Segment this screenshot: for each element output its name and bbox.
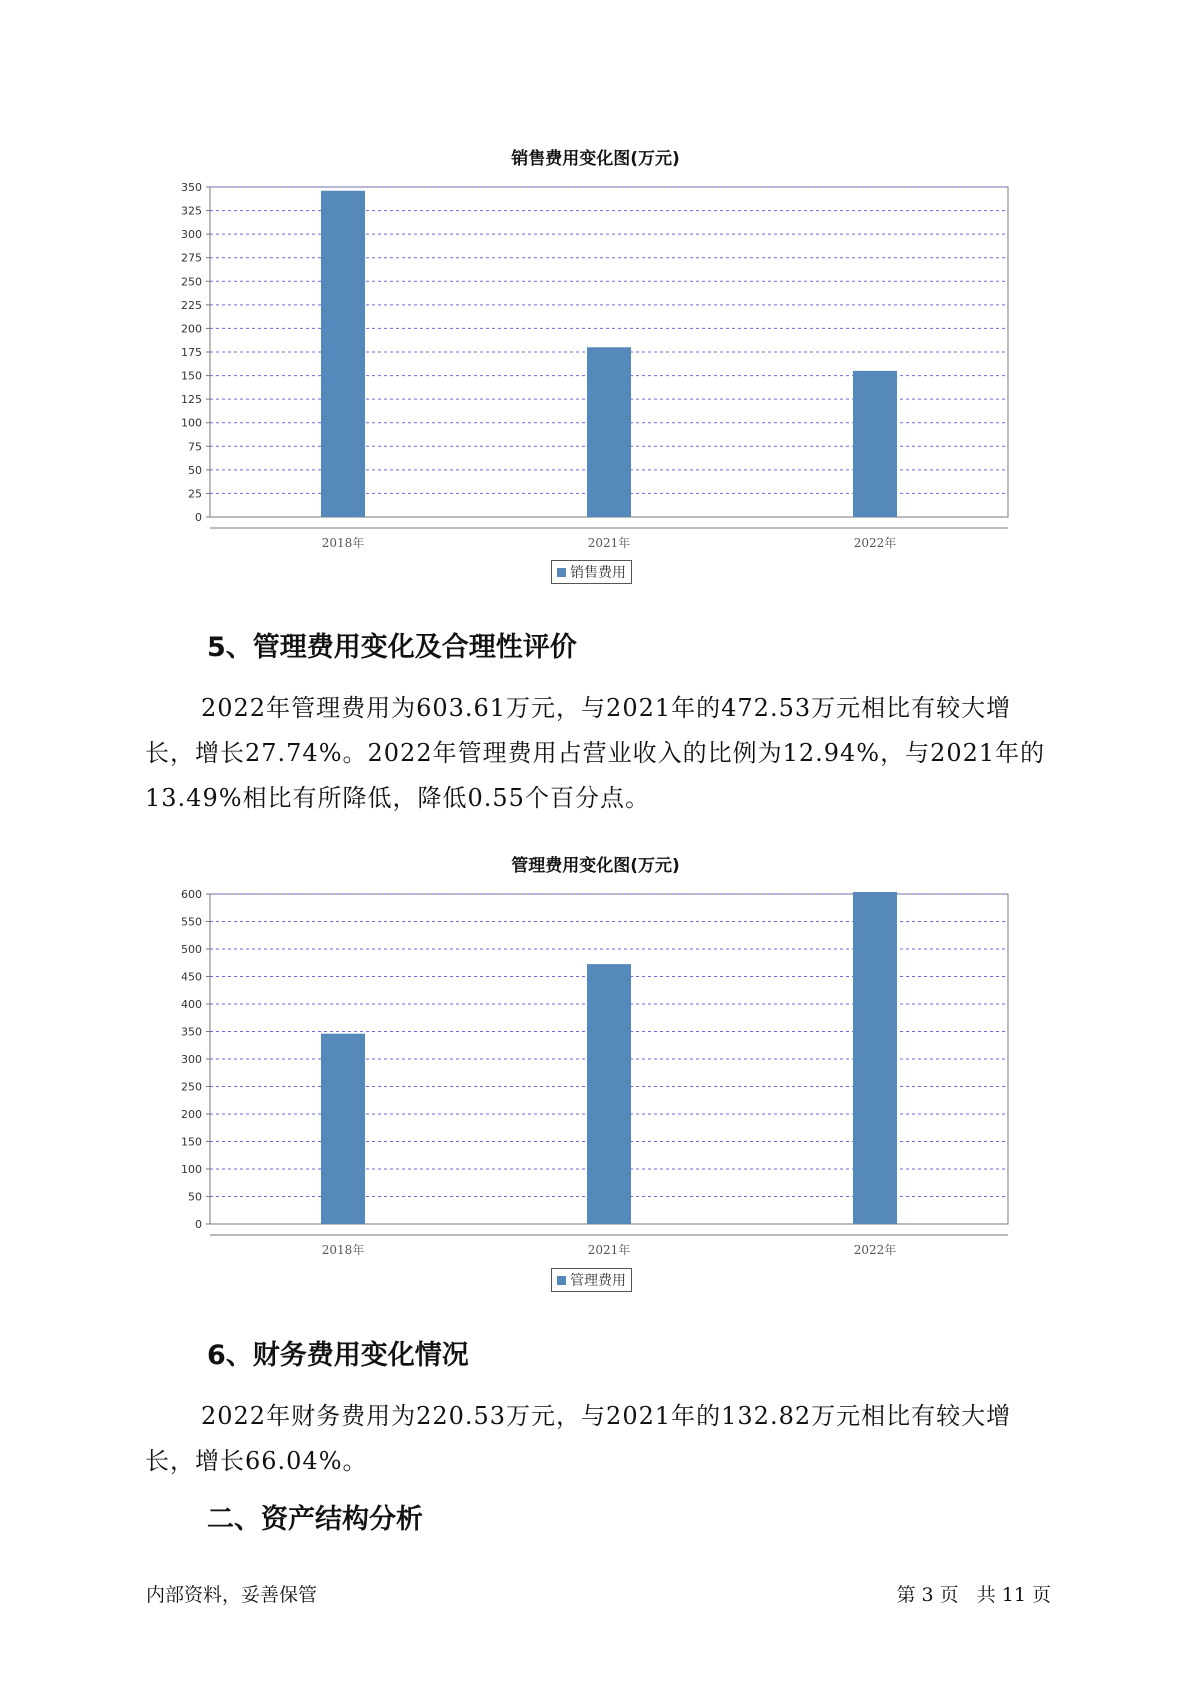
chart-title: 销售费用变化图(万元) [511, 149, 680, 169]
footer-confidential: 内部资料，妥善保管 [146, 1584, 318, 1606]
y-tick-label: 400 [181, 998, 202, 1011]
y-tick-label: 350 [181, 181, 202, 194]
x-tick-label: 2022年 [853, 1243, 897, 1257]
section-heading: 二、资产结构分析 [207, 1504, 423, 1535]
bar [853, 371, 897, 517]
x-tick-label: 2022年 [853, 536, 897, 550]
chart-title: 管理费用变化图(万元) [511, 856, 680, 876]
y-tick-label: 275 [181, 251, 202, 265]
y-tick-label: 600 [181, 888, 202, 901]
y-tick-label: 225 [181, 298, 202, 312]
y-tick-label: 350 [181, 1025, 202, 1039]
x-tick-label: 2021年 [587, 536, 631, 550]
y-tick-label: 150 [181, 369, 202, 383]
y-tick-label: 175 [181, 346, 202, 359]
section-heading: 6、财务费用变化情况 [207, 1340, 469, 1371]
y-tick-label: 0 [195, 1218, 202, 1231]
admin-expense-chart [160, 887, 1030, 1257]
legend-swatch-icon [557, 1276, 566, 1285]
y-tick-label: 250 [181, 1080, 202, 1094]
x-tick-label: 2018年 [321, 1243, 365, 1257]
bar [587, 964, 631, 1224]
y-tick-label: 325 [181, 204, 202, 218]
chart-legend [551, 560, 632, 584]
y-tick-label: 250 [181, 275, 202, 289]
y-tick-label: 125 [181, 393, 202, 407]
sales-expense-chart [160, 180, 1030, 550]
y-tick-label: 25 [188, 487, 202, 501]
section-heading: 5、管理费用变化及合理性评价 [207, 632, 577, 663]
y-tick-label: 550 [181, 915, 202, 929]
y-tick-label: 100 [181, 416, 202, 430]
y-tick-label: 50 [188, 1190, 202, 1204]
y-tick-label: 0 [195, 511, 202, 524]
y-tick-label: 200 [181, 322, 202, 336]
paragraph: 2022年财务费用为220.53万元，与2021年的132.82万元相比有较大增长，增长66.04%。 [145, 1402, 1012, 1475]
y-tick-label: 150 [181, 1135, 202, 1149]
y-tick-label: 500 [181, 943, 202, 956]
bar [321, 191, 365, 517]
legend-label: 销售费用 [570, 565, 626, 581]
y-tick-label: 300 [181, 1053, 202, 1066]
y-tick-label: 200 [181, 1108, 202, 1121]
y-tick-label: 75 [188, 440, 202, 454]
paragraph: 2022年管理费用为603.61万元，与2021年的472.53万元相比有较大增长，增长27.74%。2022年管理费用占营业收入的比例为12.94%，与2021年的13.49%相比有所降低，降低0.55个百分点。 [145, 694, 1046, 812]
y-tick-label: 450 [181, 970, 202, 984]
y-tick-label: 300 [181, 228, 202, 242]
y-tick-label: 100 [181, 1163, 202, 1176]
bar [853, 892, 897, 1224]
bar [321, 1034, 365, 1224]
y-tick-label: 50 [188, 463, 202, 477]
legend-label: 管理费用 [570, 1273, 626, 1289]
page-number: 第 3 页 共 11 页 [896, 1584, 1051, 1606]
chart-legend [551, 1268, 632, 1292]
legend-swatch-icon [557, 568, 566, 577]
bar [587, 347, 631, 517]
x-tick-label: 2018年 [321, 536, 365, 550]
x-tick-label: 2021年 [587, 1243, 631, 1257]
